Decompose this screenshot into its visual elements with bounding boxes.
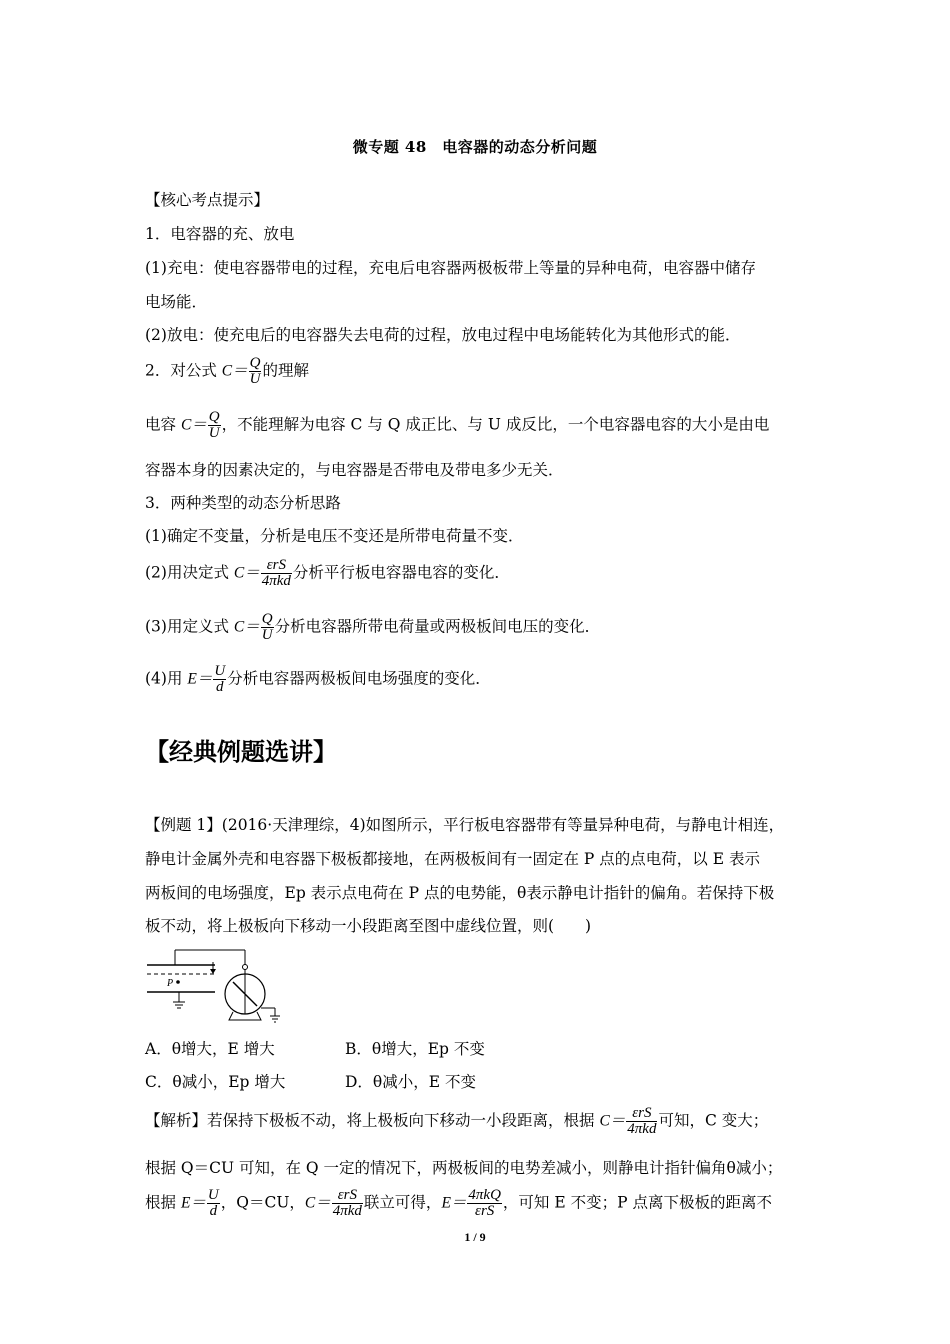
numerator: 4πkQ — [468, 1187, 501, 1203]
section-heading: 【经典例题选讲】 — [145, 737, 337, 766]
page-title: 微专题 48 电容器的动态分析问题 — [352, 138, 598, 156]
page-number: 1 / 9 — [464, 1230, 486, 1244]
charge-text-2: 电场能． — [145, 293, 208, 311]
fraction-u-over-d — [207, 1188, 220, 1219]
example-line-4: 板不动，将上极板向下移动一小段距离至图中虚线位置，则( ) — [145, 917, 592, 935]
fraction-eps-s-over-4pikd — [626, 1106, 657, 1137]
step-4-post: 分析电容器两极板间电场强度的变化． — [227, 669, 491, 688]
c-eq: C＝ — [233, 618, 260, 636]
denominator: 4πkd — [332, 1203, 362, 1219]
choice-a[interactable]: A．θ增大，E 增大 — [145, 1040, 275, 1058]
c-eq: C＝ — [304, 1194, 331, 1212]
point-label: P — [167, 978, 174, 989]
fraction-4pikq-over-eps-s — [467, 1188, 502, 1219]
c-eq: C＝ — [233, 564, 260, 582]
example-line-2: 静电计金属外壳和电容器下极板都接地，在两极板间有一固定在 P 点的点电荷，以 E 表示 — [145, 850, 760, 868]
numerator: εrS — [626, 1106, 657, 1122]
numerator: εrS — [332, 1188, 363, 1204]
numerator: U — [207, 1187, 219, 1203]
analysis-3-mid2: 联立可得， — [363, 1193, 442, 1212]
item-2-pre: 2．对公式 — [145, 361, 222, 380]
denominator: 4πkd — [627, 1121, 657, 1137]
analysis-line-3 — [145, 1188, 772, 1219]
analysis-3-post: ，可知 E 不变；P 点离下极板的距离不 — [502, 1193, 772, 1212]
step-3 — [145, 612, 600, 643]
choice-b[interactable]: B．θ增大，Ep 不变 — [345, 1040, 485, 1058]
cap-pre: 电容 — [145, 415, 181, 434]
choice-c[interactable]: C．θ减小，Ep 增大 — [145, 1073, 286, 1091]
step-3-pre: (3)用定义式 — [145, 617, 234, 636]
e-eq: E＝ — [180, 1194, 206, 1212]
analysis-1-post: 可知，C 变大； — [658, 1111, 769, 1130]
capacitance-text-1 — [145, 410, 769, 441]
capacitor-electrometer-diagram — [145, 938, 295, 1028]
denominator: U — [249, 371, 261, 387]
step-4-pre: (4)用 — [145, 669, 188, 688]
discharge-text: (2)放电：使充电后的电容器失去电荷的过程，放电过程中电场能转化为其他形式的能． — [145, 326, 741, 344]
numerator: Q — [249, 355, 261, 371]
fraction-eps-s-over-4pikd — [261, 558, 292, 589]
example-line-3: 两板间的电场强度，Ep 表示点电荷在 P 点的电势能，θ表示静电计指针的偏角。若保持下极 — [145, 884, 775, 902]
e-eq: E＝ — [441, 1194, 467, 1212]
c-eq: C＝ — [221, 362, 248, 380]
c-eq: C＝ — [180, 416, 207, 434]
choice-d[interactable]: D．θ减小，E 不变 — [345, 1073, 477, 1091]
fraction-q-over-u — [261, 612, 274, 643]
denominator: d — [216, 679, 224, 695]
analysis-3-mid1: ，Q＝CU， — [220, 1193, 305, 1212]
c-eq: C＝ — [599, 1112, 626, 1130]
item-3-heading: 3．两种类型的动态分析思路 — [145, 494, 341, 512]
e-eq: E＝ — [187, 670, 213, 688]
fraction-u-over-d — [213, 664, 226, 695]
section-header: 【核心考点提示】 — [145, 191, 270, 209]
item-2-post: 的理解 — [262, 361, 309, 380]
point-charge — [176, 980, 180, 984]
numerator: εrS — [261, 558, 292, 574]
step-4 — [145, 664, 491, 695]
numerator: U — [214, 663, 226, 679]
charge-text-1: (1)充电：使电容器带电的过程，充电后电容器两极板带上等量的异种电荷，电容器中储存 — [145, 259, 756, 277]
capacitance-text-2: 容器本身的因素决定的，与电容器是否带电及带电多少无关． — [145, 461, 564, 479]
fraction-q-over-u — [249, 356, 262, 387]
denominator: U — [208, 425, 220, 441]
analysis-line-1 — [145, 1106, 768, 1137]
down-arrow-head — [210, 969, 216, 974]
step-2 — [145, 558, 510, 589]
fraction-eps-s-over-4pikd — [332, 1188, 363, 1219]
step-2-pre: (2)用决定式 — [145, 563, 234, 582]
electrometer-knob — [243, 965, 248, 970]
denominator: 4πkd — [261, 573, 291, 589]
item-1-heading: 1．电容器的充、放电 — [145, 225, 295, 243]
numerator: Q — [261, 611, 273, 627]
denominator: εrS — [475, 1203, 495, 1219]
numerator: Q — [208, 409, 220, 425]
example-line-1: 【例题 1】(2016·天津理综，4)如图所示，平行板电容器带有等量异种电荷，与静电计相连， — [145, 816, 785, 834]
item-2-heading — [145, 356, 309, 387]
step-3-post: 分析电容器所带电荷量或两极板间电压的变化． — [274, 617, 601, 636]
step-2-post: 分析平行板电容器电容的变化． — [292, 563, 510, 582]
analysis-3-pre: 根据 — [145, 1193, 181, 1212]
analysis-line-2: 根据 Q＝CU 可知，在 Q 一定的情况下，两极板间的电势差减小，则静电计指针偏角θ减小； — [145, 1159, 783, 1177]
cap-post: ，不能理解为电容 C 与 Q 成正比、与 U 成反比，一个电容器电容的大小是由电 — [221, 415, 770, 434]
fraction-q-over-u — [208, 410, 221, 441]
analysis-1-pre: 【解析】若保持下极板不动，将上极板向下移动一小段距离，根据 — [145, 1111, 600, 1130]
step-1: (1)确定不变量，分析是电压不变还是所带电荷量不变． — [145, 527, 524, 545]
denominator: U — [261, 627, 273, 643]
denominator: d — [209, 1203, 218, 1219]
